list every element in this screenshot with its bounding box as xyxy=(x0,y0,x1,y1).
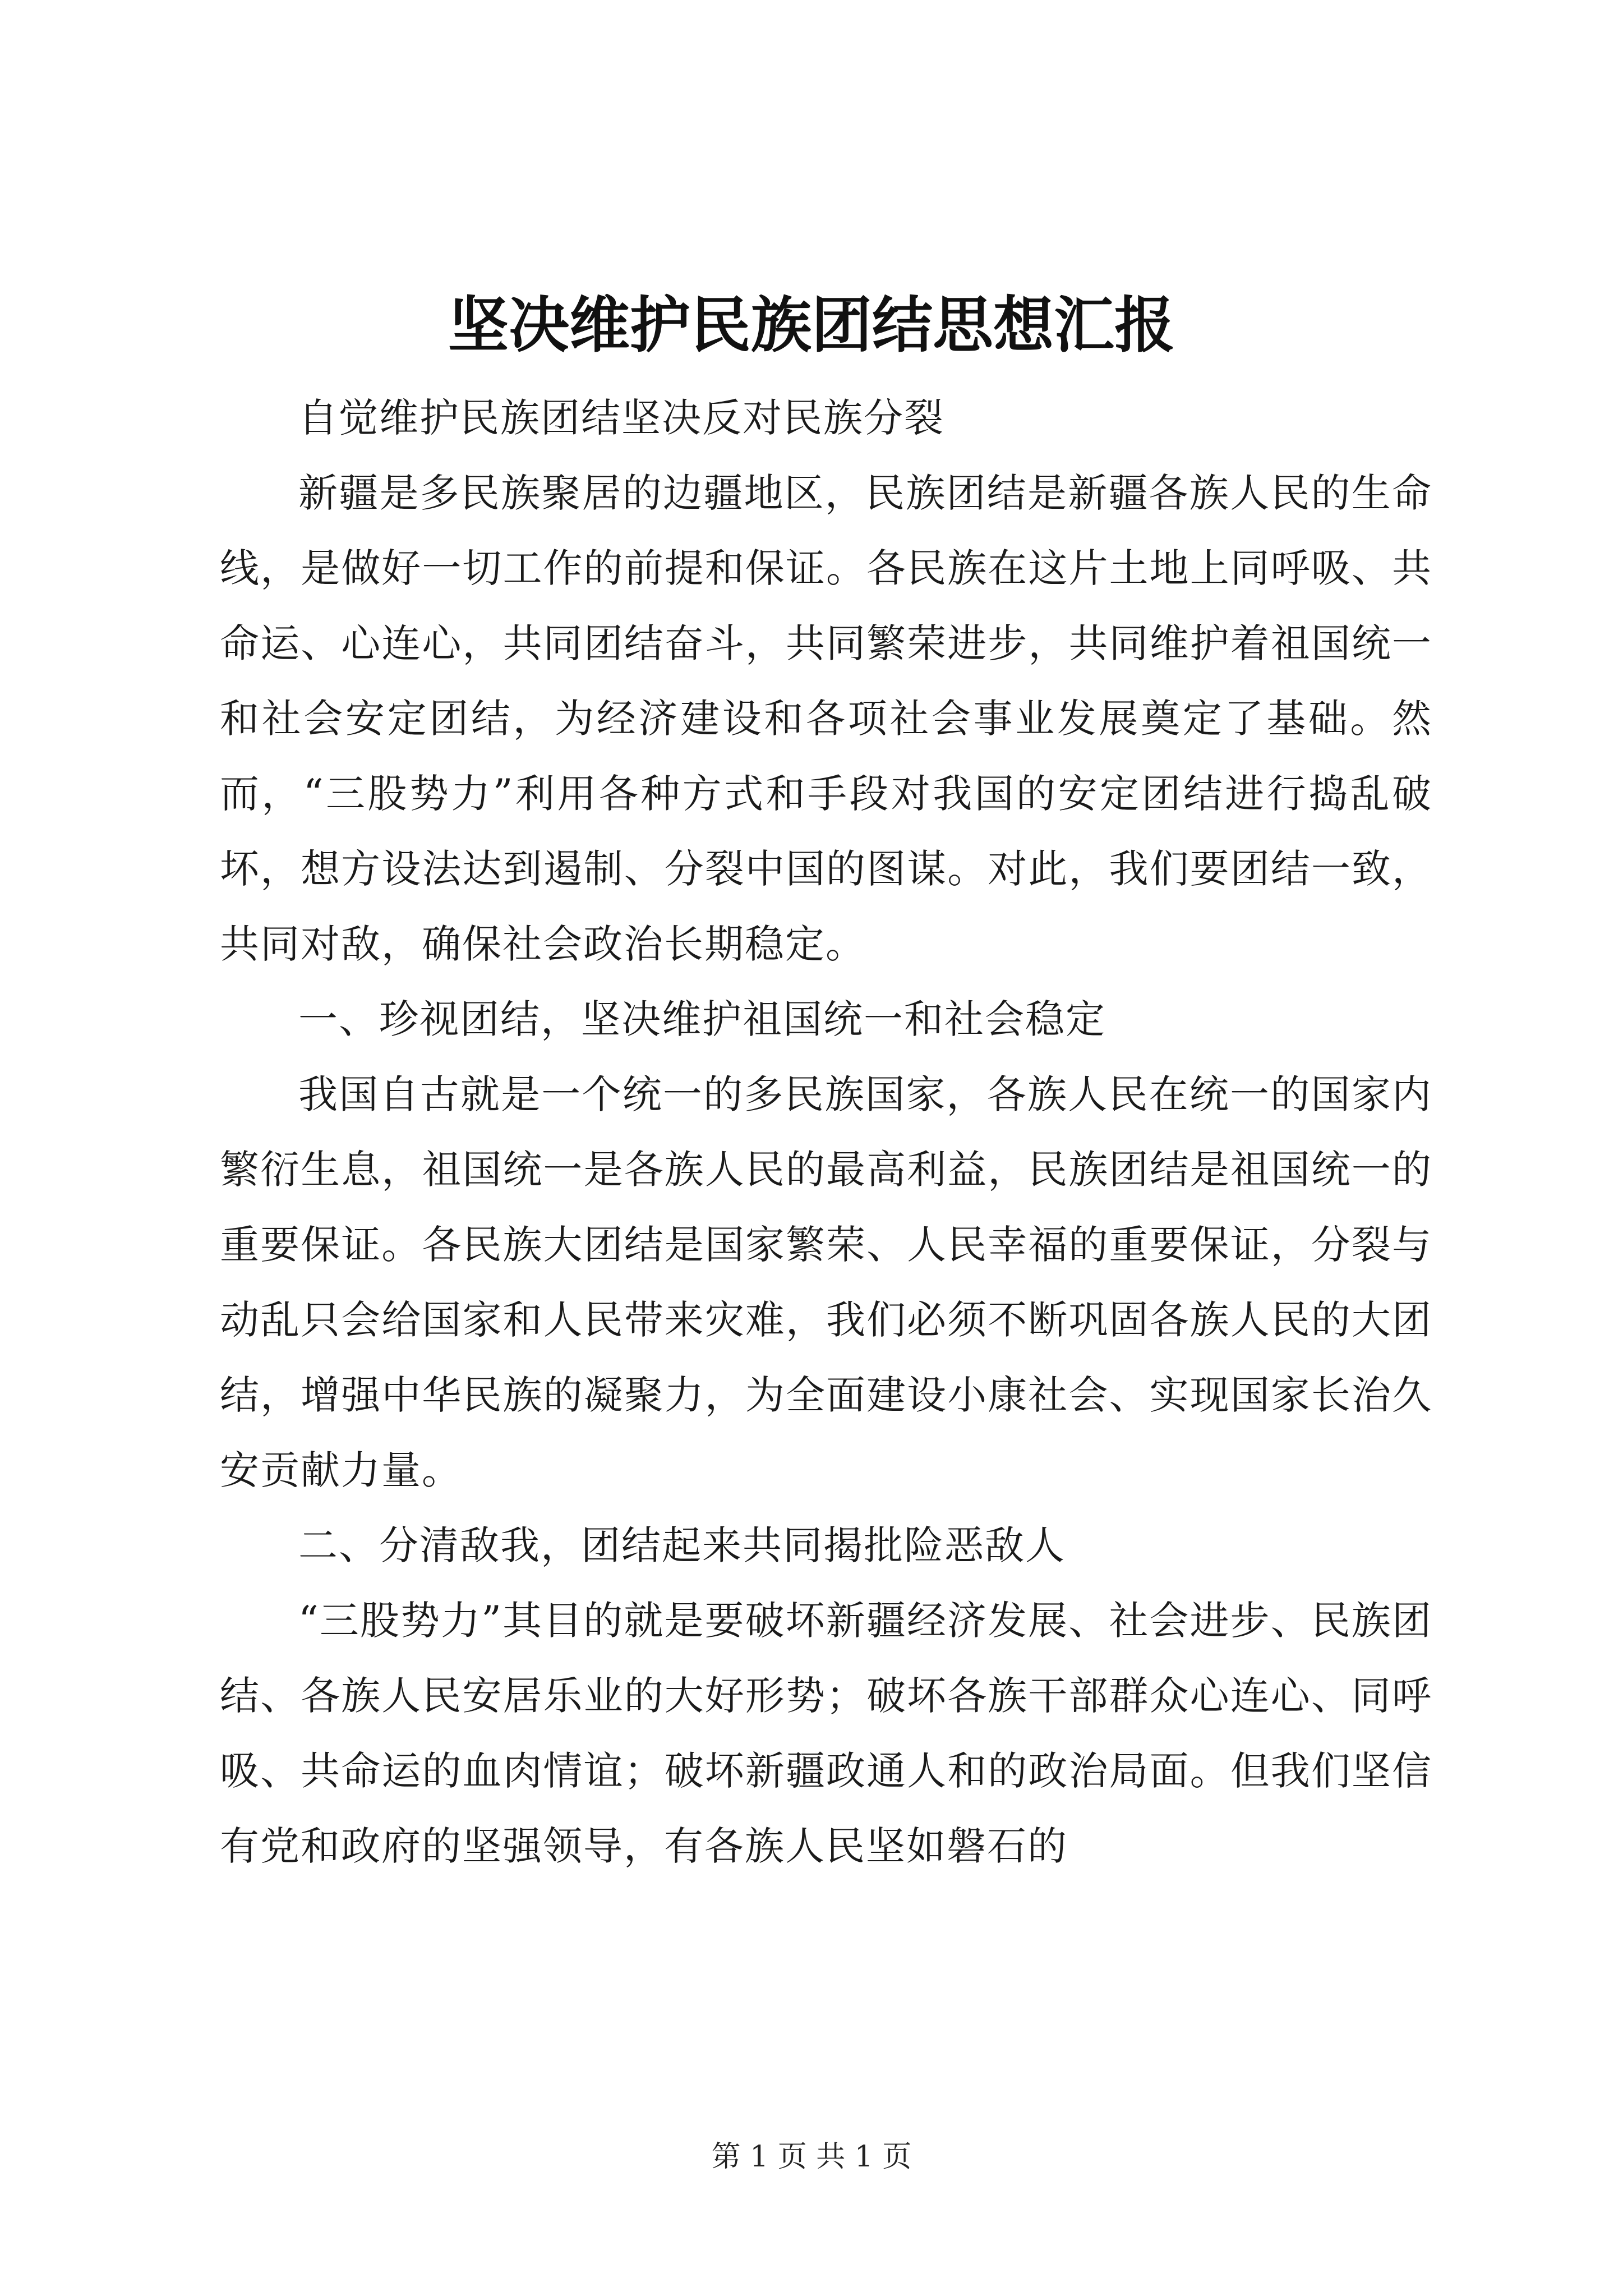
page-footer: 第 1 页 共 1 页 xyxy=(711,2140,912,2174)
body-paragraph: 新疆是多民族聚居的边疆地区，民族团结是新疆各族人民的生命线，是做好一切工作的前提和保证。各民族在这片土地上同呼吸、共命运、心连心，共同团结奋斗，共同繁荣进步，共同维护着祖国统一和社会安定团结，为经济建设和各项社会事业发展奠定了基础。然而，“三股势力”利用各种方式和手段对我国的安定团结进行捣乱破坏，想方设法达到遏制、分裂中国的图谋。对此，我们要团结一致，共同对敌，确保社会政治长期稳定。 xyxy=(220,470,1432,967)
document-body xyxy=(220,380,1432,1884)
body-paragraph: “三股势力”其目的就是要破坏新疆经济发展、社会进步、民族团结、各族人民安居乐业的大好形势；破坏各族干部群众心连心、同呼吸、共命运的血肉情谊；破坏新疆政通人和的政治局面。但我们坚信有党和政府的坚强领导，有各族人民坚如磐石的 xyxy=(220,1598,1432,1869)
subtitle-paragraph: 自觉维护民族团结坚决反对民族分裂 xyxy=(298,395,944,441)
section-heading: 一、珍视团结，坚决维护祖国统一和社会稳定 xyxy=(298,996,1106,1042)
section-heading: 二、分清敌我，团结起来共同揭批险恶敌人 xyxy=(298,1522,1066,1568)
document-title: 坚决维护民族团结思想汇报 xyxy=(448,290,1175,361)
body-paragraph: 我国自古就是一个统一的多民族国家，各族人民在统一的国家内繁衍生息，祖国统一是各族人民的最高利益，民族团结是祖国统一的重要保证。各民族大团结是国家繁荣、人民幸福的重要保证，分裂与动乱只会给国家和人民带来灾难，我们必须不断巩固各族人民的大团结，增强中华民族的凝聚力，为全面建设小康社会、实现国家长治久安贡献力量。 xyxy=(220,1071,1432,1493)
